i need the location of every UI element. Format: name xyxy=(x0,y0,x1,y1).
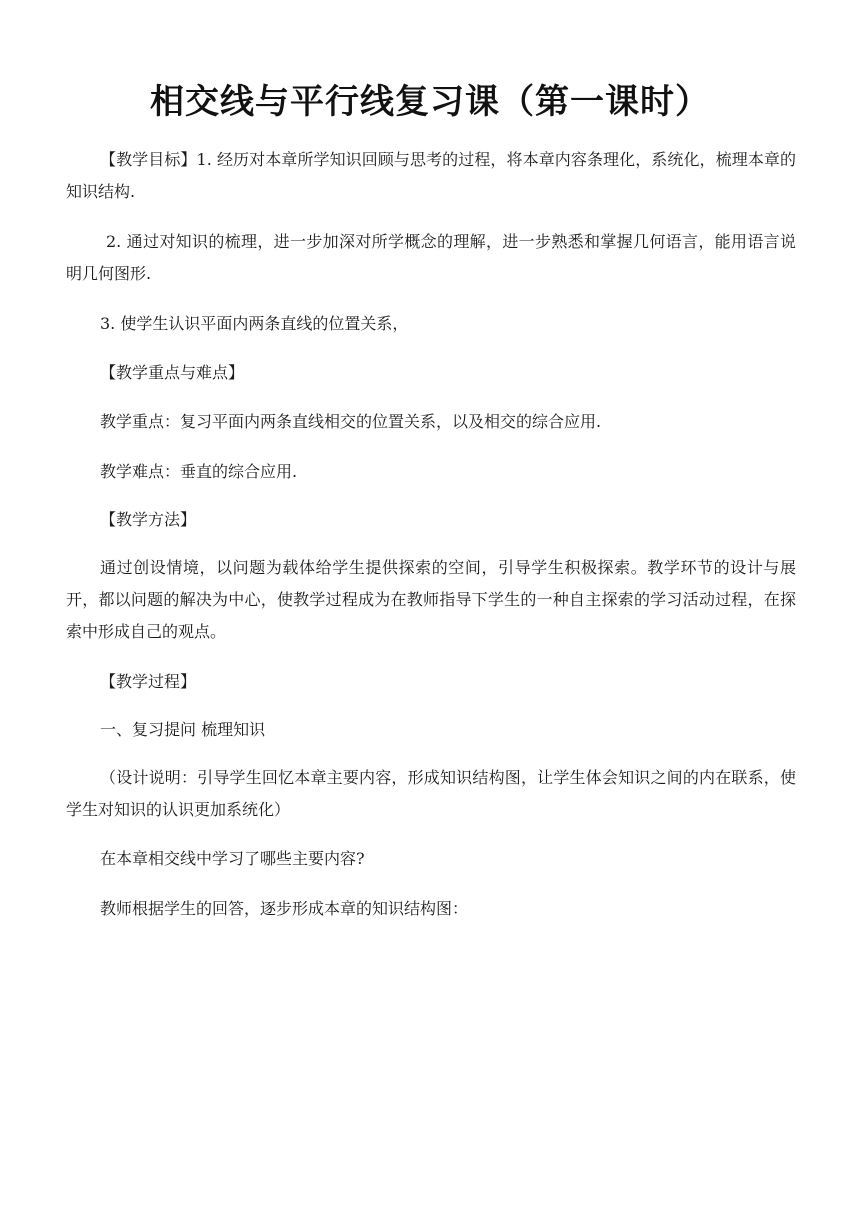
teaching-focus: 教学重点：复习平面内两条直线相交的位置关系，以及相交的综合应用. xyxy=(100,412,602,431)
key-points-heading: 【教学重点与难点】 xyxy=(100,363,245,382)
design-note: （设计说明：引导学生回忆本章主要内容，形成知识结构图，让学生体会知识之间的内在联系，使学生对知识的认识更加系统化） xyxy=(66,768,796,819)
teaching-difficulty: 教学难点：垂直的综合应用. xyxy=(100,462,298,481)
process-heading: 【教学过程】 xyxy=(100,672,197,691)
section-1-title: 一、复习提问 梳理知识 xyxy=(100,720,266,739)
methods-heading: 【教学方法】 xyxy=(100,510,197,529)
objective-3: 3. 使学生认识平面内两条直线的位置关系， xyxy=(100,314,409,333)
teacher-note: 教师根据学生的回答，逐步形成本章的知识结构图： xyxy=(100,899,469,918)
methods-body: 通过创设情境，以问题为载体给学生提供探索的空间，引导学生积极探索。教学环节的设计与展开，都以问题的解决为中心，使教学过程成为在教师指导下学生的一种自主探索的学习活动过程，在探索中形成自己的观点。 xyxy=(66,558,796,641)
objective-1: 【教学目标】1. 经历对本章所学知识回顾与思考的过程，将本章内容条理化，系统化，梳理本章的知识结构. xyxy=(66,150,796,201)
document-title: 相交线与平行线复习课（第一课时） xyxy=(150,82,710,122)
review-question: 在本章相交线中学习了哪些主要内容? xyxy=(100,849,365,868)
objective-2: 2. 通过对知识的梳理，进一步加深对所学概念的理解，进一步熟悉和掌握几何语言，能用语言说明几何图形. xyxy=(66,232,796,283)
